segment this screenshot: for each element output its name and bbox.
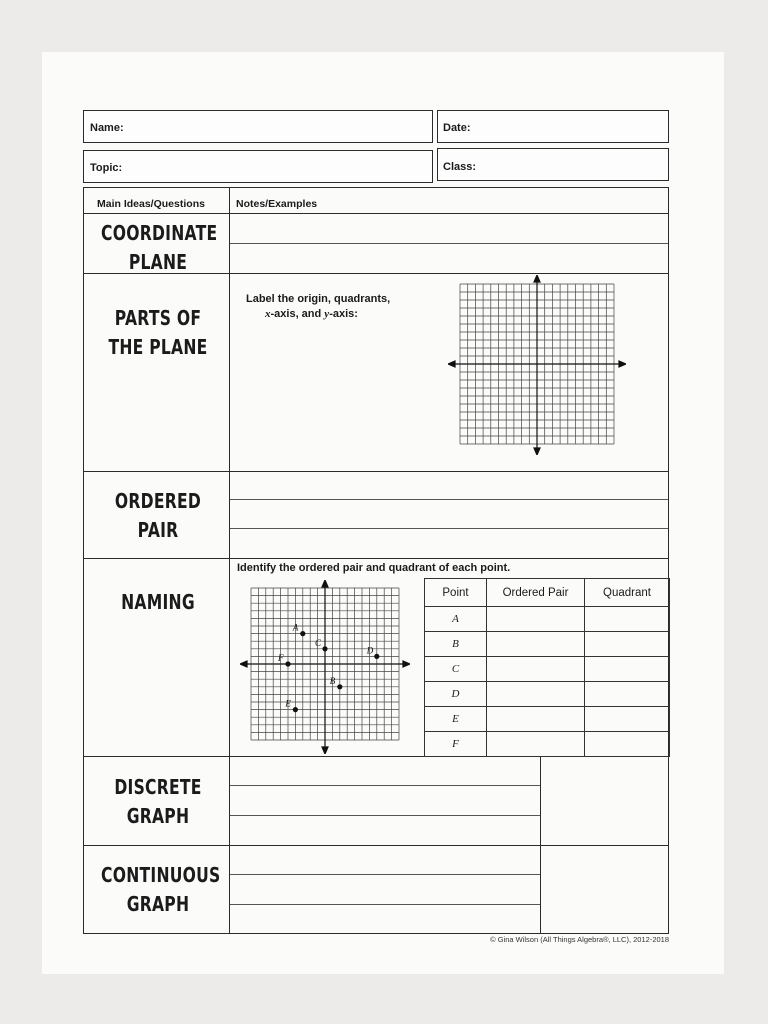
quadrant-cell[interactable] bbox=[585, 732, 670, 757]
x-variable: x bbox=[265, 308, 271, 320]
title-line: NAMING bbox=[121, 590, 195, 614]
y-variable: y bbox=[324, 308, 330, 320]
divider-section bbox=[83, 845, 669, 846]
header-point: Point bbox=[425, 579, 487, 607]
writing-line[interactable] bbox=[230, 874, 540, 875]
divider-under-header bbox=[83, 213, 669, 214]
ordered-pair-cell[interactable] bbox=[487, 732, 585, 757]
title-line: PLANE bbox=[128, 250, 188, 274]
points-table-header-row bbox=[425, 579, 670, 607]
blank-coordinate-grid[interactable] bbox=[448, 275, 626, 455]
title-discrete-graph bbox=[101, 773, 215, 831]
x-axis-right-arrow bbox=[619, 361, 626, 367]
point-label: C bbox=[315, 637, 322, 648]
date-label: Date: bbox=[443, 122, 471, 134]
table-row bbox=[425, 632, 670, 657]
class-field[interactable] bbox=[437, 148, 669, 181]
title-line: GRAPH bbox=[126, 804, 190, 828]
column-divider bbox=[229, 187, 230, 934]
x-axis-left-arrow bbox=[240, 661, 247, 667]
parts-instruction bbox=[246, 292, 390, 322]
name-label: Name: bbox=[90, 122, 124, 134]
title-line: THE PLANE bbox=[108, 335, 208, 359]
point-label: D bbox=[425, 682, 487, 707]
plotted-point bbox=[337, 684, 342, 689]
points-table bbox=[424, 578, 670, 757]
date-field[interactable] bbox=[437, 110, 669, 143]
name-field[interactable] bbox=[83, 110, 433, 143]
title-line: ORDERED bbox=[114, 489, 202, 513]
plotted-point bbox=[322, 646, 327, 651]
writing-line[interactable] bbox=[230, 499, 668, 500]
main-ideas-header: Main Ideas/Questions bbox=[97, 198, 205, 210]
plotted-point bbox=[285, 661, 290, 666]
instr-mid: -axis, and bbox=[270, 308, 325, 320]
title-line: PAIR bbox=[137, 518, 179, 542]
writing-line[interactable] bbox=[230, 815, 540, 816]
title-parts-of-plane bbox=[101, 304, 215, 362]
naming-coordinate-grid bbox=[240, 580, 410, 754]
title-ordered-pair bbox=[101, 487, 215, 545]
point-label: B bbox=[329, 675, 336, 686]
title-line: COORDINATE bbox=[101, 221, 218, 245]
point-label: A bbox=[425, 607, 487, 632]
naming-instruction: Identify the ordered pair and quadrant of each point. bbox=[237, 562, 511, 574]
instr-end: -axis: bbox=[329, 308, 358, 320]
y-axis-bottom-arrow bbox=[322, 747, 328, 754]
topic-label: Topic: bbox=[90, 162, 123, 174]
ordered-pair-cell[interactable] bbox=[487, 632, 585, 657]
title-line: GRAPH bbox=[126, 892, 190, 916]
point-label: F bbox=[425, 732, 487, 757]
ordered-pair-cell[interactable] bbox=[487, 682, 585, 707]
plotted-point bbox=[293, 707, 298, 712]
header-ordered-pair: Ordered Pair bbox=[487, 579, 585, 607]
title-coordinate-plane bbox=[101, 219, 218, 277]
table-row bbox=[425, 657, 670, 682]
writing-line[interactable] bbox=[230, 785, 540, 786]
title-naming bbox=[101, 588, 215, 617]
plotted-point bbox=[374, 654, 379, 659]
writing-line[interactable] bbox=[230, 528, 668, 529]
ordered-pair-cell[interactable] bbox=[487, 657, 585, 682]
divider-section bbox=[83, 558, 669, 559]
quadrant-cell[interactable] bbox=[585, 682, 670, 707]
point-label: E bbox=[425, 707, 487, 732]
table-row bbox=[425, 707, 670, 732]
copyright-notice: © Gina Wilson (All Things Algebra®, LLC), 2012-2018 bbox=[490, 935, 669, 944]
title-line: PARTS OF bbox=[114, 306, 202, 330]
x-axis-left-arrow bbox=[448, 361, 455, 367]
quadrant-cell[interactable] bbox=[585, 707, 670, 732]
point-label: F bbox=[278, 653, 284, 663]
y-axis-bottom-arrow bbox=[534, 448, 540, 455]
quadrant-cell[interactable] bbox=[585, 607, 670, 632]
quadrant-cell[interactable] bbox=[585, 657, 670, 682]
table-row bbox=[425, 682, 670, 707]
y-axis-top-arrow bbox=[534, 275, 540, 282]
parts-instruction-line2 bbox=[246, 307, 390, 322]
title-line: DISCRETE bbox=[114, 775, 202, 799]
title-continuous-graph bbox=[101, 861, 221, 919]
notes-header: Notes/Examples bbox=[236, 198, 318, 210]
ordered-pair-cell[interactable] bbox=[487, 707, 585, 732]
plotted-point bbox=[300, 631, 305, 636]
graph-box-divider bbox=[540, 756, 541, 934]
point-label: D bbox=[366, 645, 374, 656]
point-label: B bbox=[425, 632, 487, 657]
quadrant-cell[interactable] bbox=[585, 632, 670, 657]
point-label: C bbox=[425, 657, 487, 682]
point-label: A bbox=[292, 622, 299, 633]
divider-section bbox=[83, 471, 669, 472]
point-label: E bbox=[285, 698, 291, 709]
y-axis-top-arrow bbox=[322, 580, 328, 587]
writing-line[interactable] bbox=[230, 904, 540, 905]
header-quadrant: Quadrant bbox=[585, 579, 670, 607]
class-label: Class: bbox=[443, 161, 477, 173]
title-line: CONTINUOUS bbox=[101, 863, 221, 887]
ordered-pair-cell[interactable] bbox=[487, 607, 585, 632]
topic-field[interactable] bbox=[83, 150, 433, 183]
table-row bbox=[425, 607, 670, 632]
parts-instruction-line1: Label the origin, quadrants, bbox=[246, 293, 391, 305]
table-row bbox=[425, 732, 670, 757]
x-axis-right-arrow bbox=[403, 661, 410, 667]
writing-line[interactable] bbox=[230, 243, 668, 244]
